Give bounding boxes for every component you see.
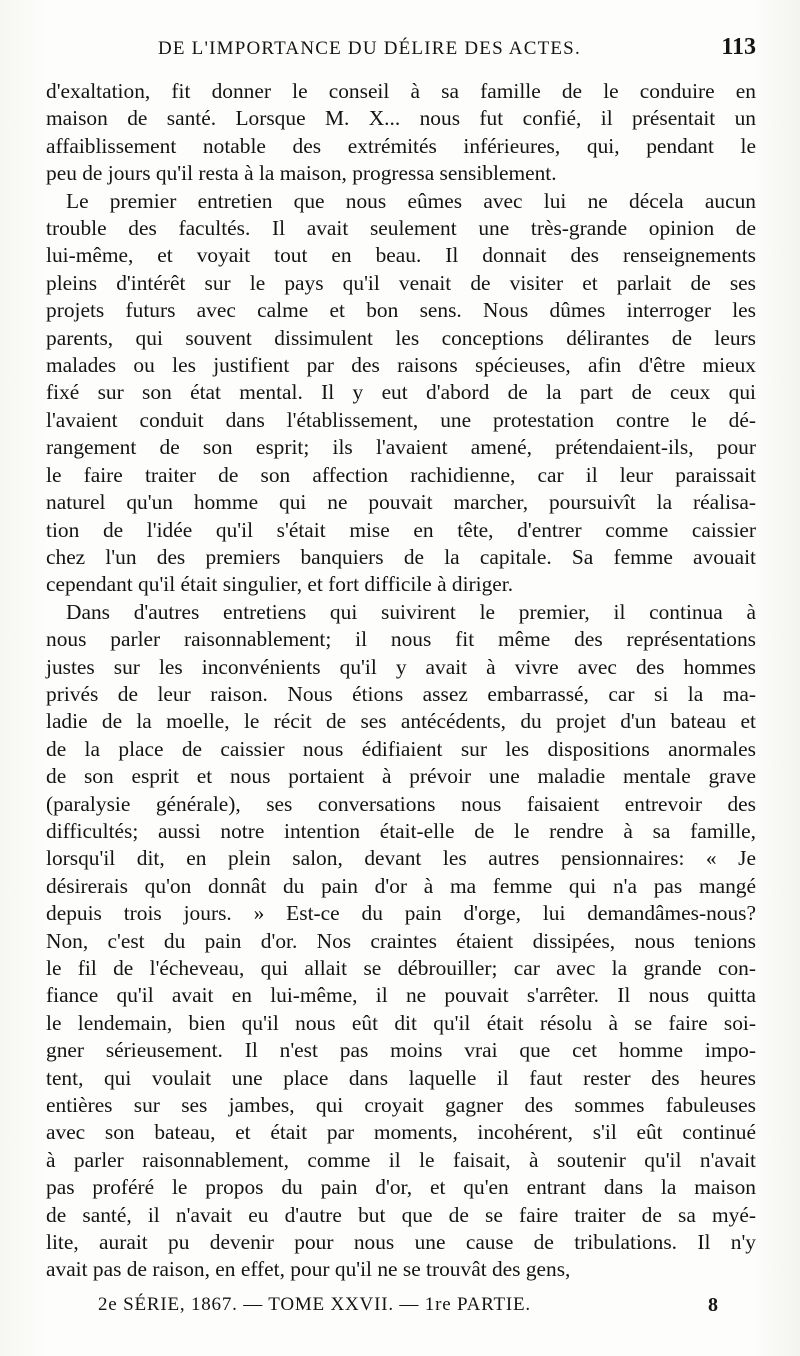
text-line: désirerais qu'on donnât du pain d'or à ma femme qui n'a pas mangé (46, 873, 756, 898)
text-line: maison de santé. Lorsque M. X... nous fut confié, il présentait un (46, 106, 756, 131)
text-line: entières sur ses jambes, qui croyait gagner des sommes fabuleuses (46, 1093, 756, 1118)
text-line: gner sérieusement. Il n'est pas moins vrai que cet homme impo- (46, 1038, 756, 1063)
text-line: pas proféré le propos du pain d'or, et qu'en entrant dans la maison (46, 1175, 756, 1200)
text-line: le fil de l'écheveau, qui allait se débrouiller; car avec la grande con- (46, 956, 756, 980)
text-line: avec son bateau, et était par moments, incohérent, s'il eût continué (46, 1120, 756, 1145)
text-line: le lendemain, bien qu'il nous eût dit qu'il était résolu à se faire soi- (46, 1010, 756, 1035)
text-line: le faire traiter de son affection rachidienne, car il leur paraissait (46, 462, 756, 487)
signature-line: 2e SÉRIE, 1867. — TOME XXVII. — 1re PARTIE. (98, 1294, 531, 1315)
text-line: tent, qui voulait une place dans laquelle il faut rester des heures (46, 1065, 756, 1090)
text-line: cependant qu'il était singulier, et fort difficile à diriger. (46, 572, 514, 597)
text-line: de la place de caissier nous édifiaient sur les dispositions anormales (46, 736, 756, 761)
text-line: l'avaient conduit dans l'établissement, une protestation contre le dé- (46, 407, 756, 432)
signature-mark: 8 (708, 1294, 718, 1316)
text-line: affaiblissement notable des extrémités inférieures, qui, pendant le (46, 133, 756, 158)
page-footer (46, 1294, 756, 1324)
text-line: lite, aurait pu devenir pour nous une cause de tribulations. Il n'y (46, 1230, 756, 1255)
text-line: Non, c'est du pain d'or. Nos craintes étaient dissipées, nous tenions (46, 928, 756, 953)
text-line: tion de l'idée qu'il s'était mise en tête, d'entrer comme caissier (46, 517, 756, 542)
text-line: chez l'un des premiers banquiers de la capitale. Sa femme avouait (46, 544, 756, 569)
text-line: projets futurs avec calme et bon sens. Nous dûmes interroger les (46, 298, 756, 323)
text-line: privés de leur raison. Nous étions assez embarrassé, car si la ma- (46, 681, 756, 706)
text-line: ladie de la moelle, le récit de ses antécédents, du projet d'un bateau et (46, 709, 756, 734)
paragraph (46, 599, 756, 1284)
text-line: de son esprit et nous portaient à prévoir une maladie mentale grave (46, 764, 756, 789)
text-line: d'exaltation, fit donner le conseil à sa famille de le conduire en (46, 79, 756, 103)
text-line: justes sur les inconvénients qu'il y avait à vivre avec des hommes (46, 654, 756, 679)
text-line: difficultés; aussi notre intention était-elle de le rendre à sa famille, (46, 818, 756, 843)
text-line: fiance qu'il avait en lui-même, il ne pouvait s'arrêter. Il nous quitta (46, 983, 756, 1008)
text-line: depuis trois jours. » Est-ce du pain d'orge, lui demandâmes-nous? (46, 901, 756, 926)
paragraph (46, 78, 756, 188)
running-title: DE L'IMPORTANCE DU DÉLIRE DES ACTES. (158, 38, 581, 59)
text-line: fixé sur son état mental. Il y eut d'abord de la part de ceux qui (46, 380, 756, 405)
body-text (46, 78, 756, 1284)
text-line: lui-même, et voyait tout en beau. Il donnait des renseignements (46, 243, 756, 268)
text-line: trouble des facultés. Il avait seulement une très-grande opinion de (46, 216, 756, 241)
text-line: malades ou les justifient par des raisons spécieuses, afin d'être mieux (46, 353, 756, 378)
page-number: 113 (721, 34, 756, 60)
text-line: de santé, il n'avait eu d'autre but que de se faire traiter de sa myé- (46, 1202, 756, 1227)
paragraph (46, 188, 756, 599)
text-line: (paralysie générale), ses conversations nous faisaient entrevoir des (46, 791, 756, 816)
text-line: rangement de son esprit; ils l'avaient amené, prétendaient-ils, pour (46, 435, 756, 460)
page-header (46, 34, 756, 68)
text-line: peu de jours qu'il resta à la maison, progressa sensiblement. (46, 161, 557, 186)
text-line: à parler raisonnablement, comme il le faisait, à soutenir qu'il n'avait (46, 1147, 756, 1172)
text-line: avait pas de raison, en effet, pour qu'il ne se trouvât des gens, (46, 1257, 571, 1282)
text-line: naturel qu'un homme qui ne pouvait marcher, poursuivît la réalisa- (46, 490, 756, 515)
text-line: nous parler raisonnablement; il nous fit même des représentations (46, 627, 756, 652)
text-line: pleins d'intérêt sur le pays qu'il venait de visiter et parlait de ses (46, 270, 756, 295)
text-line: Le premier entretien que nous eûmes avec lui ne décela aucun (66, 188, 756, 213)
text-line: parents, qui souvent dissimulent les conceptions délirantes de leurs (46, 325, 756, 350)
text-line: Dans d'autres entretiens qui suivirent le premier, il continua à (66, 599, 756, 624)
text-line: lorsqu'il dit, en plein salon, devant les autres pensionnaires: « Je (46, 846, 756, 871)
